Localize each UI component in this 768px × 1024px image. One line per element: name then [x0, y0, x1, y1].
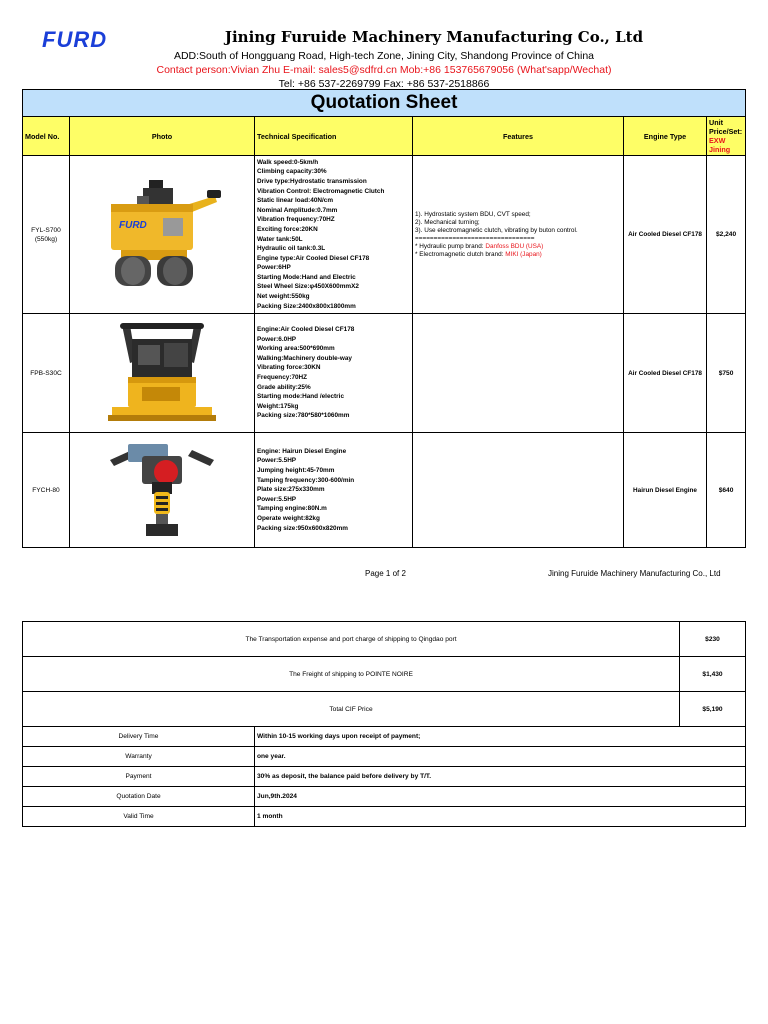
table-row	[23, 807, 746, 827]
cost-table	[22, 621, 746, 827]
spec-line: Power:5.5HP	[257, 495, 297, 503]
spec-line: Power:6HP	[257, 264, 291, 272]
spec-line: Working area:500*690mm	[257, 345, 335, 353]
spec-line: Hydraulic oil tank:0.3L	[257, 245, 326, 253]
spec-line: Jumping height:45-70mm	[257, 467, 335, 475]
engine-type: Hairun Diesel Engine	[624, 433, 707, 548]
contact-line: Contact person:Vivian Zhu E-mail: sales5@sdfrd.cn Mob:+86 153765679056 (What'sapp/Wechat)	[156, 64, 612, 76]
spec-line: Power:6.0HP	[257, 335, 297, 343]
spec-line: Tamping engine:80N.m	[257, 505, 327, 513]
table-header-row	[23, 117, 746, 156]
logo-text: FURD	[42, 27, 108, 52]
table-row	[23, 787, 746, 807]
unit-price: $640	[707, 433, 746, 548]
plate-compactor-image	[102, 321, 222, 426]
model-cell	[23, 156, 70, 314]
engine-type: Air Cooled Diesel CF178	[624, 314, 707, 433]
feature-line: 1). Hydrostatic system BDU, CVT speed;	[415, 210, 531, 218]
quotation-date-value: Jun,9th.2024	[255, 787, 746, 807]
payment-label: Payment	[23, 767, 255, 787]
header-model: Model No.	[23, 117, 70, 156]
quotation-date-label: Quotation Date	[23, 787, 255, 807]
header-engine: Engine Type	[624, 117, 707, 156]
table-row	[23, 314, 746, 433]
quotation-table	[22, 89, 746, 548]
spec-line: Packing size:950x600x820mm	[257, 524, 348, 532]
warranty-label: Warranty	[23, 747, 255, 767]
company-address: ADD:South of Hongguang Road, High-tech Zone, Jining City, Shandong Province of China	[173, 50, 595, 62]
spec-line: Engine: Hairun Diesel Engine	[257, 447, 347, 455]
page-number: Page 1 of 2	[365, 569, 406, 578]
pump-brand-line	[415, 243, 621, 251]
transport-value: $230	[680, 622, 746, 657]
table-row	[23, 156, 746, 314]
spec-line: Engine type:Air Cooled Diesel CF178	[257, 254, 370, 262]
pump-brand: Danfoss BDU (USA)	[485, 242, 544, 250]
table-row	[23, 767, 746, 787]
company-name: Jining Furuide Machinery Manufacturing Co., Ltd	[224, 28, 644, 46]
roller-photo	[70, 156, 255, 314]
model-weight: (550kg)	[34, 235, 58, 243]
spec-cell	[255, 156, 413, 314]
model-number: FPB-S30C	[23, 314, 70, 433]
spec-line: Steel Wheel Size:φ450X600mmX2	[257, 283, 359, 291]
spec-line: Starting Mode:Hand and Electric	[257, 273, 356, 281]
spec-line: Vibration frequency:70HZ	[257, 216, 335, 224]
spec-line: Walk speed:0-5km/h	[257, 158, 319, 166]
total-label: Total CIF Price	[23, 692, 680, 727]
feature-line: 3). Use electromagnetic clutch, vibrating by buton control.	[415, 226, 578, 234]
spec-line: Packing Size:2400x800x1800mm	[257, 302, 356, 310]
clutch-brand-label: * Electromagnetic clutch brand:	[415, 250, 506, 258]
pump-brand-label: * Hydraulic pump brand:	[415, 242, 486, 250]
header-features: Features	[413, 117, 624, 156]
spec-line: Frequency:70HZ	[257, 374, 308, 381]
features-cell	[413, 314, 624, 433]
feature-line: 2). Mechanical turning;	[415, 218, 480, 226]
spec-line: Operate weight:82kg	[257, 514, 320, 522]
spec-line: Vibrating force:30KN	[257, 364, 321, 372]
warranty-value: one year.	[255, 747, 746, 767]
valid-time-value: 1 month	[255, 807, 746, 827]
unit-price: $2,240	[707, 156, 746, 314]
delivery-label: Delivery Time	[23, 727, 255, 747]
model-number: FYL-S700	[31, 226, 61, 234]
spec-line: Tamping frequency:300-600/min	[257, 476, 355, 484]
rammer-image	[102, 436, 222, 544]
spec-line: Walking:Machinery double-way	[257, 354, 352, 362]
spec-line: Water tank:50L	[257, 235, 303, 243]
spec-cell	[255, 314, 413, 433]
svg-text:FURD: FURD	[119, 219, 147, 231]
table-row	[23, 747, 746, 767]
header-unit-price	[707, 117, 746, 156]
tel-fax-line: Tel: +86 537-2269799 Fax: +86 537-2518866	[278, 78, 490, 90]
footer-company: Jining Furuide Machinery Manufacturing Co., Ltd	[548, 569, 721, 578]
clutch-brand-line	[415, 251, 621, 259]
total-value: $5,190	[680, 692, 746, 727]
table-row	[23, 727, 746, 747]
feature-separator: ================================	[415, 234, 535, 242]
spec-line: Climbing capacity:30%	[257, 168, 327, 176]
spec-line: Nominal Amplitude:0.7mm	[257, 206, 338, 214]
spec-cell	[255, 433, 413, 548]
header-spec: Technical Specification	[255, 117, 413, 156]
table-row	[23, 433, 746, 548]
spec-line: Static linear load:40N/cm	[257, 197, 334, 205]
transport-label: The Transportation expense and port charge of shipping to Qingdao port	[23, 622, 680, 657]
spec-line: Packing size:780*580*1060mm	[257, 412, 350, 420]
rammer-photo	[70, 433, 255, 548]
table-row	[23, 692, 746, 727]
plate-compactor-photo	[70, 314, 255, 433]
spec-line: Engine:Air Cooled Diesel CF178	[257, 326, 355, 334]
roller-image	[97, 170, 227, 300]
spec-line: Grade ability:25%	[257, 383, 311, 391]
spec-line: Vibration Control: Electromagnetic Clutch	[257, 187, 385, 195]
spec-line: Net weight:550kg	[257, 293, 310, 301]
features-cell	[413, 433, 624, 548]
freight-value: $1,430	[680, 657, 746, 692]
clutch-brand: MIKI (Japan)	[505, 250, 542, 258]
spec-line: Weight:175kg	[257, 402, 299, 410]
spec-line: Drive type:Hydrostatic transmission	[257, 177, 367, 185]
quotation-title: Quotation Sheet	[23, 90, 746, 117]
engine-type: Air Cooled Diesel CF178	[624, 156, 707, 314]
model-number: FYCH-80	[23, 433, 70, 548]
header-unit-price-label: Unit Price/Set:	[709, 118, 743, 136]
valid-time-label: Valid Time	[23, 807, 255, 827]
table-row	[23, 657, 746, 692]
spec-line: Starting mode:Hand /electric	[257, 393, 345, 401]
unit-price: $750	[707, 314, 746, 433]
header-exw-label: EXW Jining	[709, 136, 731, 154]
spec-line: Exciting force:20KN	[257, 225, 318, 233]
delivery-value: Within 10-15 working days upon receipt of payment;	[255, 727, 746, 747]
spec-line: Power:5.5HP	[257, 457, 297, 465]
payment-value: 30% as deposit, the balance paid before delivery by T/T.	[255, 767, 746, 787]
features-cell	[413, 156, 624, 314]
freight-label: The Freight of shipping to POINTE NOIRE	[23, 657, 680, 692]
spec-line: Plate size:275x330mm	[257, 486, 325, 494]
header-photo: Photo	[70, 117, 255, 156]
table-row	[23, 622, 746, 657]
